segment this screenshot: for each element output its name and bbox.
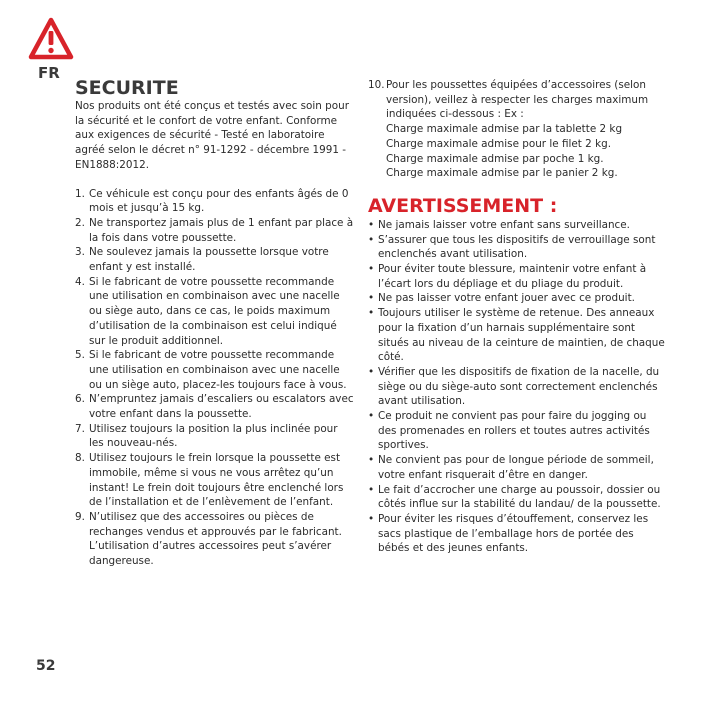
list-item: 8. Utilisez toujours le frein lorsque la poussette est immobile, même si vous ne vous arrêtez qu’un instant! Le frein doit toujours être enclenché lors de l’installation et de l’enlèvement de l’enfant.	[75, 452, 344, 509]
list-item: 1. Ce véhicule est conçu pour des enfants âgés de 0 mois et jusqu’à 15 kg.	[75, 187, 349, 215]
list-item: • Ce produit ne convient pas pour faire du jogging ou des promenades en rollers et toutes autres activités sportives.	[368, 410, 650, 452]
avertissement-list	[368, 218, 668, 556]
list-item: • Toujours utiliser le système de retenue. Des anneaux pour la fixation d’un harnais supplémentaire sont situés au niveau de la ceinture de maintien, de chaque côté.	[368, 307, 665, 364]
load-line: Charge maximale admise par la tablette 2 kg	[386, 123, 623, 136]
load-line: Charge maximale admise par le panier 2 kg.	[386, 167, 618, 180]
list-item: • Ne pas laisser votre enfant jouer avec ce produit.	[368, 292, 635, 305]
securite-list	[75, 187, 355, 569]
list-item: 10. Pour les poussettes équipées d’accessoires (selon version), veillez à respecter les charges maximum indiquées ci-dessous : Ex : Charge maximale admise par la tablette 2 kg Charge maximale admise pour le filet 2 kg. Charge maximale admise par poche 1 kg. Charge maximale admise par le panier 2 kg.	[368, 78, 668, 181]
list-item: • S’assurer que tous les dispositifs de verrouillage sont enclenchés avant utilisation.	[368, 233, 656, 261]
avertissement-title: AVERTISSEMENT :	[368, 194, 558, 217]
list-item: 2. Ne transportez jamais plus de 1 enfant par place à la fois dans votre poussette.	[75, 216, 354, 244]
securite-list-continued	[368, 78, 668, 181]
list-item: • Le fait d’accrocher une charge au poussoir, dossier ou côtés influe sur la stabilité du landau/ de la poussette.	[368, 483, 661, 511]
securite-intro: Nos produits ont été conçus et testés avec soin pour la sécurité et le confort de votre enfant. Conforme aux exigences de sécurité - Testé en laboratoire agréé selon le décret n° 91-1292 - décembre 1991 - EN1888:2012.	[75, 100, 349, 171]
load-line: Charge maximale admise par poche 1 kg.	[386, 152, 604, 165]
right-column	[368, 78, 668, 556]
warning-triangle-icon	[28, 17, 74, 61]
list-item: 5. Si le fabricant de votre poussette recommande une utilisation en combinaison avec une nacelle ou un siège auto, placez-les toujours face à vous.	[75, 349, 347, 391]
list-item: 3. Ne soulevez jamais la poussette lorsque votre enfant y est installé.	[75, 246, 329, 274]
list-item: • Pour éviter toute blessure, maintenir votre enfant à l’écart lors du dépliage et du pliage du produit.	[368, 263, 647, 290]
list-item: • Ne convient pas pour de longue période de sommeil, votre enfant risquerait d’être en danger.	[368, 454, 654, 481]
list-item: • Ne jamais laisser votre enfant sans surveillance.	[368, 218, 630, 231]
list-item: 9. N’utilisez que des accessoires ou pièces de rechanges vendus et approuvés par le fabricant. L’utilisation d’autres accessoires peut s’avérer dangereuse.	[75, 510, 342, 568]
list-item: 4. Si le fabricant de votre poussette recommande une utilisation en combinaison avec une nacelle ou siège auto, dans ce cas, le poids maximum d’utilisation de la combinaison est celui indiqué sur le produit additionnel.	[75, 275, 340, 347]
load-line: Charge maximale admise pour le filet 2 kg.	[386, 137, 611, 150]
list-item: • Vérifier que les dispositifs de fixation de la nacelle, du siège ou du siège-auto sont correctement enclenchés avant utilisation.	[368, 365, 660, 408]
page-number: 52	[36, 658, 56, 674]
list-item: • Pour éviter les risques d’étouffement, conservez les sacs plastique de l’emballage hors de portée des bébés et des jeunes enfants.	[368, 512, 649, 555]
language-code: FR	[38, 64, 60, 82]
list-item: 6. N’empruntez jamais d’escaliers ou escalators avec votre enfant dans la poussette.	[75, 393, 354, 421]
list-item: 7. Utilisez toujours la position la plus inclinée pour les nouveau-nés.	[75, 422, 338, 450]
securite-title: SECURITE	[75, 77, 179, 99]
securite-section	[75, 78, 355, 569]
